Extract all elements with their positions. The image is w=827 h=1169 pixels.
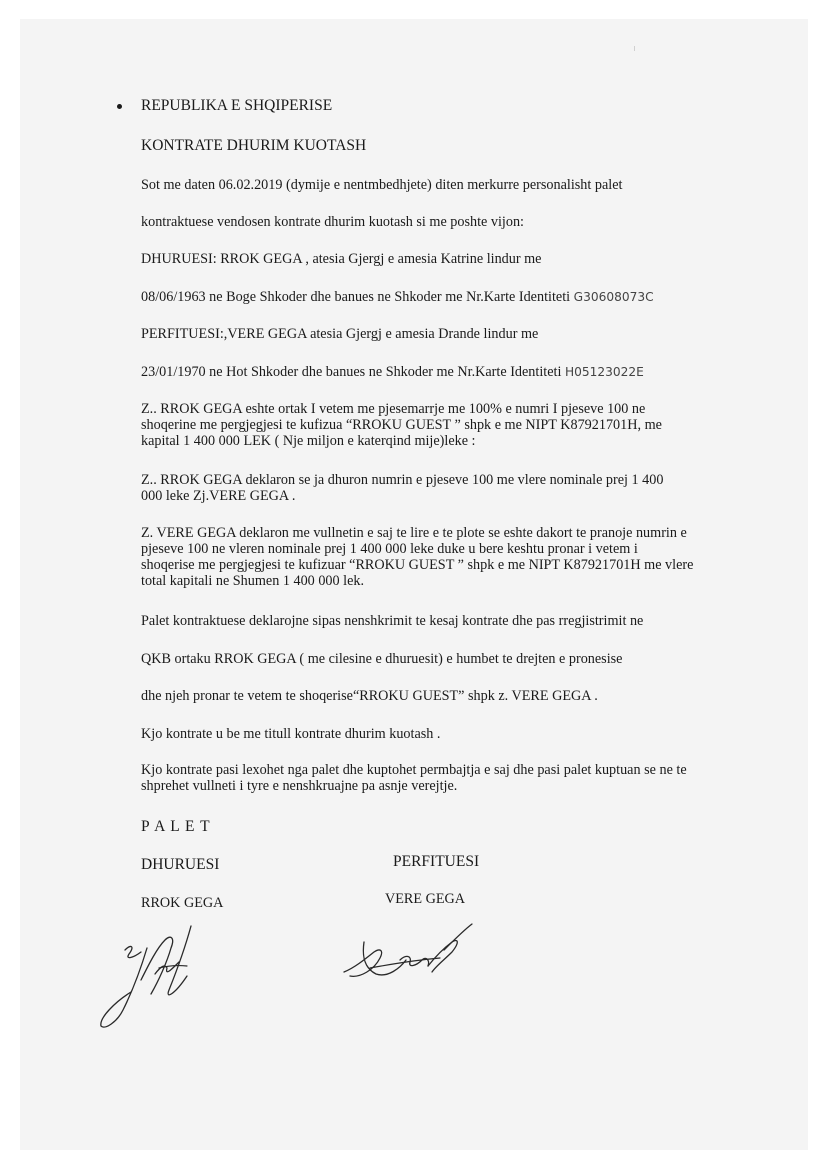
beneficiary-id-number: H05123022E: [564, 365, 644, 379]
clause-6: dhe njeh pronar te vetem te shoqerise“RROKU GUEST” shpk z. VERE GEGA .: [141, 688, 598, 704]
clause-3-line-4: total kapitali ne Shumen 1 400 000 lek.: [141, 573, 365, 589]
beneficiary-role-label: PERFITUESI: [393, 853, 480, 870]
scan-speck: [634, 46, 635, 51]
beneficiary-details: 23/01/1970 ne Hot Shkoder dhe banues ne Shkoder me Nr.Karte Identiteti: [141, 364, 562, 380]
clause-3-line-1: Z. VERE GEGA deklaron me vullnetin e saj te lire e te plote se eshte dakort te pranoje numrin e: [141, 525, 687, 541]
clause-5: QKB ortaku RROK GEGA ( me cilesine e dhuruesit) e humbet te drejten e pronesise: [141, 651, 623, 667]
clause-4: Palet kontraktuese deklarojne sipas nenshkrimit te kesaj kontrate dhe pas rregjistrimit ne: [141, 613, 644, 629]
beneficiary-name: VERE GEGA: [385, 891, 465, 907]
clause-1-line-3: kapital 1 400 000 LEK ( Nje miljon e katerqind mije)leke :: [141, 433, 476, 449]
donor-role-label: DHURUESI: [141, 856, 220, 873]
donor-details: 08/06/1963 ne Boge Shkoder dhe banues ne Shkoder me Nr.Karte Identiteti: [141, 289, 571, 305]
contract-title: KONTRATE DHURIM KUOTASH: [141, 137, 367, 154]
beneficiary-signature: [340, 920, 480, 995]
donor-name: RROK GEGA: [141, 895, 224, 911]
parties-heading: P A L E T: [141, 818, 211, 835]
clause-8-line-2: shprehet vullneti i tyre e nenshkruajne pa asnje verejtje.: [141, 778, 458, 794]
clause-1-line-2: shoqerine me pergjegjesi te kufizua “RROKU GUEST ” shpk e me NIPT K87921701H, me: [141, 417, 662, 433]
clause-2-line-1: Z.. RROK GEGA deklaron se ja dhuron numrin e pjeseve 100 me vlere nominale prej 1 400: [141, 472, 664, 488]
donor-signature: [95, 918, 225, 1033]
clause-3-line-3: shoqerise me pergjegjesi te kufizuar “RROKU GUEST ” shpk e me NIPT K87921701H me vlere: [141, 557, 694, 573]
republic-heading: REPUBLIKA E SHQIPERISE: [141, 97, 333, 114]
donor-line-2: [141, 289, 654, 306]
beneficiary-line-2: [141, 364, 644, 381]
donor-id-number: G30608073C: [573, 290, 654, 304]
clause-3-line-2: pjeseve 100 ne vleren nominale prej 1 400 000 leke duke u bere keshtu pronar i vetem i: [141, 541, 638, 557]
clause-1-line-1: Z.. RROK GEGA eshte ortak I vetem me pjesemarrje me 100% e numri I pjeseve 100 ne: [141, 401, 646, 417]
clause-7: Kjo kontrate u be me titull kontrate dhurim kuotash .: [141, 726, 441, 742]
intro-line-1: Sot me daten 06.02.2019 (dymije e nentmbedhjete) diten merkurre personalisht palet: [141, 177, 623, 193]
bullet-marker: [117, 104, 122, 109]
clause-2-line-2: 000 leke Zj.VERE GEGA .: [141, 488, 296, 504]
beneficiary-line-1: PERFITUESI:,VERE GEGA atesia Gjergj e amesia Drande lindur me: [141, 326, 539, 342]
intro-line-2: kontraktuese vendosen kontrate dhurim kuotash si me poshte vijon:: [141, 214, 524, 230]
clause-8-line-1: Kjo kontrate pasi lexohet nga palet dhe kuptohet permbajtja e saj dhe pasi palet kuptuan se ne te: [141, 762, 687, 778]
donor-line-1: DHURUESI: RROK GEGA , atesia Gjergj e amesia Katrine lindur me: [141, 251, 542, 267]
